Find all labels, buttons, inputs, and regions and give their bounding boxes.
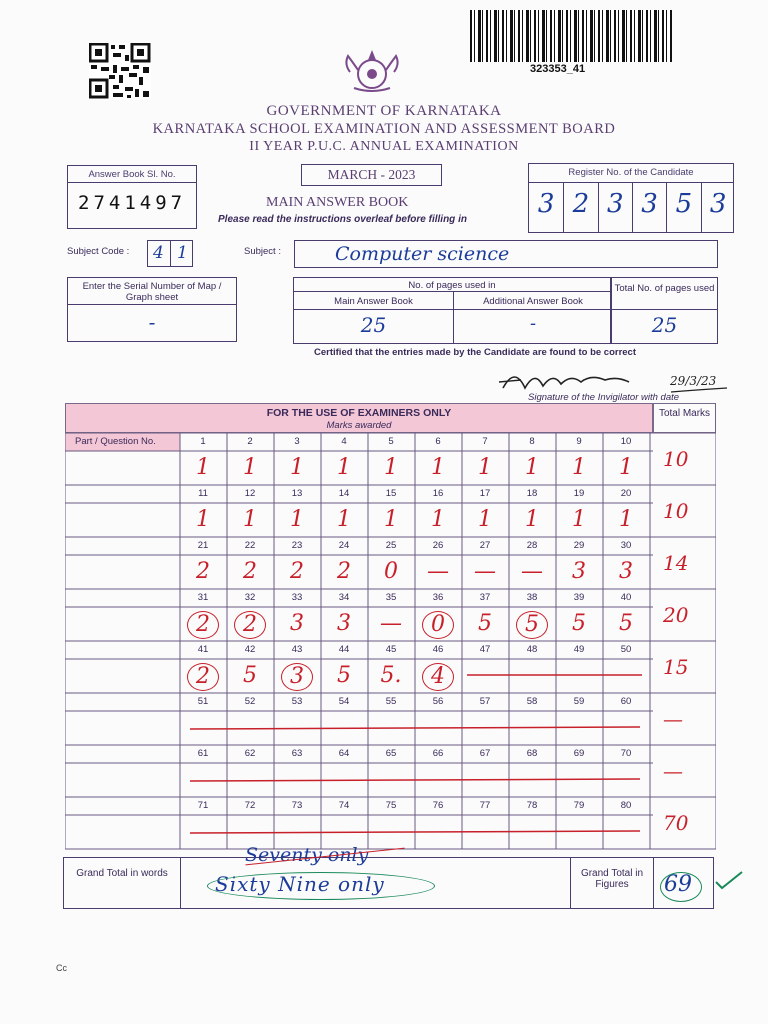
question-number: 60 xyxy=(620,696,632,707)
question-number: 75 xyxy=(385,800,397,811)
question-number: 51 xyxy=(197,696,209,707)
question-mark: 1 xyxy=(337,507,351,532)
question-mark xyxy=(462,660,508,692)
subject-box xyxy=(294,240,718,268)
register-digit-cell xyxy=(563,183,597,232)
question-number: 53 xyxy=(291,696,303,707)
question-number: 18 xyxy=(526,488,538,499)
question-mark: 1 xyxy=(290,507,304,532)
footer-mark: Cc xyxy=(56,963,67,973)
question-number: 64 xyxy=(338,748,350,759)
question-number: 24 xyxy=(338,540,350,551)
question-number: 44 xyxy=(338,644,350,655)
grand-total-figures-box xyxy=(654,857,714,909)
question-number: 31 xyxy=(197,592,209,603)
question-mark: 3 xyxy=(572,559,586,584)
question-mark: 3 xyxy=(290,611,304,636)
check-mark-icon xyxy=(714,868,744,890)
question-mark xyxy=(180,816,226,848)
question-number: 27 xyxy=(479,540,491,551)
question-number: 5 xyxy=(388,436,394,447)
grand-total-words-box xyxy=(181,844,571,909)
question-number: 41 xyxy=(197,644,209,655)
question-mark xyxy=(227,712,273,744)
question-mark: 3 xyxy=(619,559,633,584)
grand-total-figures-label: Grand Total in Figures xyxy=(580,868,644,890)
question-number: 67 xyxy=(479,748,491,759)
question-number: 23 xyxy=(291,540,303,551)
register-digit: 2 xyxy=(572,189,590,219)
question-number: 8 xyxy=(529,436,535,447)
question-mark xyxy=(368,712,414,744)
question-number: 47 xyxy=(479,644,491,655)
question-mark: 2 xyxy=(187,663,219,691)
question-number: 57 xyxy=(479,696,491,707)
question-number: 28 xyxy=(526,540,538,551)
question-number: 25 xyxy=(385,540,397,551)
question-mark: 1 xyxy=(478,455,492,480)
answer-book-serial-label: Answer Book Sl. No. xyxy=(88,169,176,180)
question-mark xyxy=(556,764,602,796)
question-number: 29 xyxy=(573,540,585,551)
pages-used-box xyxy=(293,277,611,344)
marks-table xyxy=(65,403,716,858)
question-number: 61 xyxy=(197,748,209,759)
question-number: 54 xyxy=(338,696,350,707)
instruction-text: Please read the instructions overleaf before filling in xyxy=(218,214,467,225)
subject-value: Computer science xyxy=(335,243,510,265)
question-mark: 1 xyxy=(196,507,210,532)
question-mark: 1 xyxy=(619,507,633,532)
question-mark: 1 xyxy=(525,455,539,480)
question-mark xyxy=(368,764,414,796)
question-mark xyxy=(321,764,367,796)
question-number: 4 xyxy=(341,436,347,447)
register-digit-cell xyxy=(701,183,735,232)
question-number: 73 xyxy=(291,800,303,811)
question-mark: 5 xyxy=(337,663,351,688)
additional-book-pages: - xyxy=(529,313,537,334)
subject-code-digit-2: 1 xyxy=(177,243,188,263)
question-number: 36 xyxy=(432,592,444,603)
question-number: 74 xyxy=(338,800,350,811)
question-number: 45 xyxy=(385,644,397,655)
question-number: 10 xyxy=(620,436,632,447)
question-number: 72 xyxy=(244,800,256,811)
question-mark xyxy=(509,712,555,744)
row-total-mark: — xyxy=(663,707,683,731)
question-number: 3 xyxy=(294,436,300,447)
question-mark: 5 xyxy=(572,611,586,636)
question-mark xyxy=(180,712,226,744)
question-mark: 1 xyxy=(525,507,539,532)
question-mark xyxy=(462,816,508,848)
invigilator-signature-label: Signature of the Invigilator with date xyxy=(528,392,680,403)
question-mark xyxy=(509,764,555,796)
question-mark xyxy=(603,764,649,796)
row-total-mark: 15 xyxy=(663,655,689,679)
question-number: 68 xyxy=(526,748,538,759)
total-pages-value: 25 xyxy=(651,313,678,337)
question-mark: — xyxy=(380,611,402,636)
question-number: 77 xyxy=(479,800,491,811)
question-number: 1 xyxy=(200,436,206,447)
question-mark: 3 xyxy=(281,663,313,691)
register-digit: 3 xyxy=(709,189,727,219)
question-mark: 2 xyxy=(290,559,304,584)
exam-month: MARCH - 2023 xyxy=(301,164,442,186)
subject-code-digit-1: 4 xyxy=(153,243,164,263)
subject-code-label: Subject Code : xyxy=(67,246,130,257)
question-mark xyxy=(556,816,602,848)
question-number: 52 xyxy=(244,696,256,707)
question-mark: 5 xyxy=(619,611,633,636)
question-number: 80 xyxy=(620,800,632,811)
marks-table-title: FOR THE USE OF EXAMINERS ONLY xyxy=(266,407,452,419)
question-number: 79 xyxy=(573,800,585,811)
question-number: 50 xyxy=(620,644,632,655)
question-mark: 1 xyxy=(196,455,210,480)
subject-label: Subject : xyxy=(244,246,281,257)
barcode-number: 323353_41 xyxy=(530,63,586,75)
total-pages-label: Total No. of pages used xyxy=(614,283,715,294)
barcode xyxy=(470,10,672,62)
question-number: 66 xyxy=(432,748,444,759)
question-number: 20 xyxy=(620,488,632,499)
question-number: 46 xyxy=(432,644,444,655)
question-mark: — xyxy=(474,559,496,584)
question-mark: 2 xyxy=(337,559,351,584)
register-digit: 5 xyxy=(675,189,693,219)
question-number: 22 xyxy=(244,540,256,551)
question-number: 62 xyxy=(244,748,256,759)
question-number: 69 xyxy=(573,748,585,759)
question-mark xyxy=(415,764,461,796)
question-mark xyxy=(603,712,649,744)
register-number-box xyxy=(528,163,734,233)
register-number-label: Register No. of the Candidate xyxy=(568,167,694,178)
grand-total-figures-value: 69 xyxy=(664,872,692,897)
question-number: 55 xyxy=(385,696,397,707)
question-number: 2 xyxy=(247,436,253,447)
register-digit-cell xyxy=(598,183,632,232)
question-number: 37 xyxy=(479,592,491,603)
question-mark: 1 xyxy=(384,455,398,480)
question-mark xyxy=(462,764,508,796)
question-number: 7 xyxy=(482,436,488,447)
question-mark: 1 xyxy=(572,455,586,480)
grand-total-words-struck: Seventy only xyxy=(245,844,369,866)
question-number: 6 xyxy=(435,436,441,447)
question-mark: 1 xyxy=(572,507,586,532)
question-mark: 2 xyxy=(196,559,210,584)
question-number: 11 xyxy=(198,488,208,499)
question-mark xyxy=(462,712,508,744)
map-sheet-box xyxy=(67,277,237,342)
question-mark: 2 xyxy=(234,611,266,639)
question-number: 40 xyxy=(620,592,632,603)
question-number: 35 xyxy=(385,592,397,603)
question-mark xyxy=(556,712,602,744)
question-mark xyxy=(415,816,461,848)
certified-text: Certified that the entries made by the Candidate are found to be correct xyxy=(314,347,637,358)
question-mark xyxy=(509,660,555,692)
question-number: 70 xyxy=(620,748,632,759)
question-mark: 1 xyxy=(431,507,445,532)
question-mark: 1 xyxy=(384,507,398,532)
question-number: 78 xyxy=(526,800,538,811)
register-digit-cell xyxy=(666,183,700,232)
question-number: 34 xyxy=(338,592,350,603)
total-pages-box xyxy=(611,277,718,344)
register-digit: 3 xyxy=(606,189,624,219)
header-exam: II YEAR P.U.C. ANNUAL EXAMINATION xyxy=(249,139,519,154)
question-number: 14 xyxy=(338,488,350,499)
header-board: KARNATAKA SCHOOL EXAMINATION AND ASSESSMENT BOARD xyxy=(152,121,616,137)
question-mark: 1 xyxy=(431,455,445,480)
question-number: 15 xyxy=(385,488,397,499)
question-mark: 1 xyxy=(478,507,492,532)
question-mark: 4 xyxy=(422,663,454,691)
question-mark: 0 xyxy=(384,559,398,584)
question-number: 63 xyxy=(291,748,303,759)
marks-table-subtitle: Marks awarded xyxy=(326,420,392,431)
map-sheet-label: Enter the Serial Number of Map / Graph sheet xyxy=(82,281,222,303)
question-mark xyxy=(509,816,555,848)
main-book-pages: 25 xyxy=(360,313,387,337)
question-number: 16 xyxy=(432,488,444,499)
question-number: 76 xyxy=(432,800,444,811)
question-mark xyxy=(603,660,649,692)
question-number: 21 xyxy=(197,540,209,551)
question-number: 56 xyxy=(432,696,444,707)
question-number: 39 xyxy=(573,592,585,603)
question-number: 49 xyxy=(573,644,585,655)
register-digit-cell xyxy=(529,183,563,232)
question-mark: 5 xyxy=(516,611,548,639)
grand-total-words-label: Grand Total in words xyxy=(76,868,168,879)
subject-code-box xyxy=(147,240,193,267)
invigilator-date: 29/3/23 xyxy=(670,374,717,388)
question-mark: 2 xyxy=(187,611,219,639)
question-mark: — xyxy=(427,559,449,584)
row-total-mark: 10 xyxy=(663,499,689,523)
question-mark xyxy=(227,764,273,796)
part-question-label: Part / Question No. xyxy=(65,433,180,451)
question-mark: 1 xyxy=(337,455,351,480)
question-mark: 1 xyxy=(243,455,257,480)
question-number: 19 xyxy=(573,488,585,499)
question-mark: — xyxy=(521,559,543,584)
header-government: GOVERNMENT OF KARNATAKA xyxy=(266,103,502,119)
qr-code-icon xyxy=(89,43,151,99)
question-number: 71 xyxy=(197,800,209,811)
total-marks-header: Total Marks xyxy=(653,403,716,433)
row-total-mark: — xyxy=(663,759,683,783)
question-number: 12 xyxy=(244,488,256,499)
question-mark: 5 xyxy=(243,663,257,688)
question-mark: 5 xyxy=(478,611,492,636)
question-mark xyxy=(180,764,226,796)
register-digit: 3 xyxy=(641,189,658,219)
row-total-mark: 70 xyxy=(663,811,689,835)
question-number: 42 xyxy=(244,644,256,655)
question-number: 38 xyxy=(526,592,538,603)
question-number: 33 xyxy=(291,592,303,603)
question-number: 9 xyxy=(576,436,582,447)
book-title: MAIN ANSWER BOOK xyxy=(266,195,409,210)
register-digit: 3 xyxy=(537,189,555,219)
question-number: 58 xyxy=(526,696,538,707)
question-number: 32 xyxy=(244,592,256,603)
answer-book-serial-box xyxy=(67,165,197,229)
question-mark: 3 xyxy=(337,611,351,636)
register-digit-cell xyxy=(632,183,666,232)
additional-book-label: Additional Answer Book xyxy=(483,296,583,307)
question-mark xyxy=(603,816,649,848)
question-mark: 1 xyxy=(243,507,257,532)
question-mark xyxy=(321,712,367,744)
question-number: 59 xyxy=(573,696,585,707)
grand-total-words-value: Sixty Nine only xyxy=(215,872,385,896)
question-mark: 2 xyxy=(243,559,257,584)
main-book-label: Main Answer Book xyxy=(334,296,413,307)
question-mark xyxy=(274,712,320,744)
grand-total-figures-label-box xyxy=(571,857,654,909)
question-number: 43 xyxy=(291,644,303,655)
question-mark xyxy=(368,816,414,848)
question-mark xyxy=(415,712,461,744)
pages-used-heading: No. of pages used in xyxy=(408,280,496,291)
question-mark: 1 xyxy=(290,455,304,480)
row-total-mark: 10 xyxy=(663,447,689,471)
question-number: 13 xyxy=(291,488,303,499)
row-total-mark: 20 xyxy=(663,603,689,627)
row-total-mark: 14 xyxy=(663,551,689,575)
question-mark: 5. xyxy=(380,663,402,688)
question-mark: 0 xyxy=(422,611,454,639)
question-mark: 1 xyxy=(619,455,633,480)
question-mark xyxy=(556,660,602,692)
question-number: 26 xyxy=(432,540,444,551)
question-number: 48 xyxy=(526,644,538,655)
question-number: 17 xyxy=(479,488,491,499)
question-number: 65 xyxy=(385,748,397,759)
question-mark xyxy=(274,764,320,796)
answer-book-serial-value: 2741497 xyxy=(78,192,187,214)
karnataka-emblem-icon xyxy=(340,44,404,94)
grand-total-words-label-box xyxy=(63,857,181,909)
map-sheet-value: - xyxy=(148,310,156,334)
question-number: 30 xyxy=(620,540,632,551)
